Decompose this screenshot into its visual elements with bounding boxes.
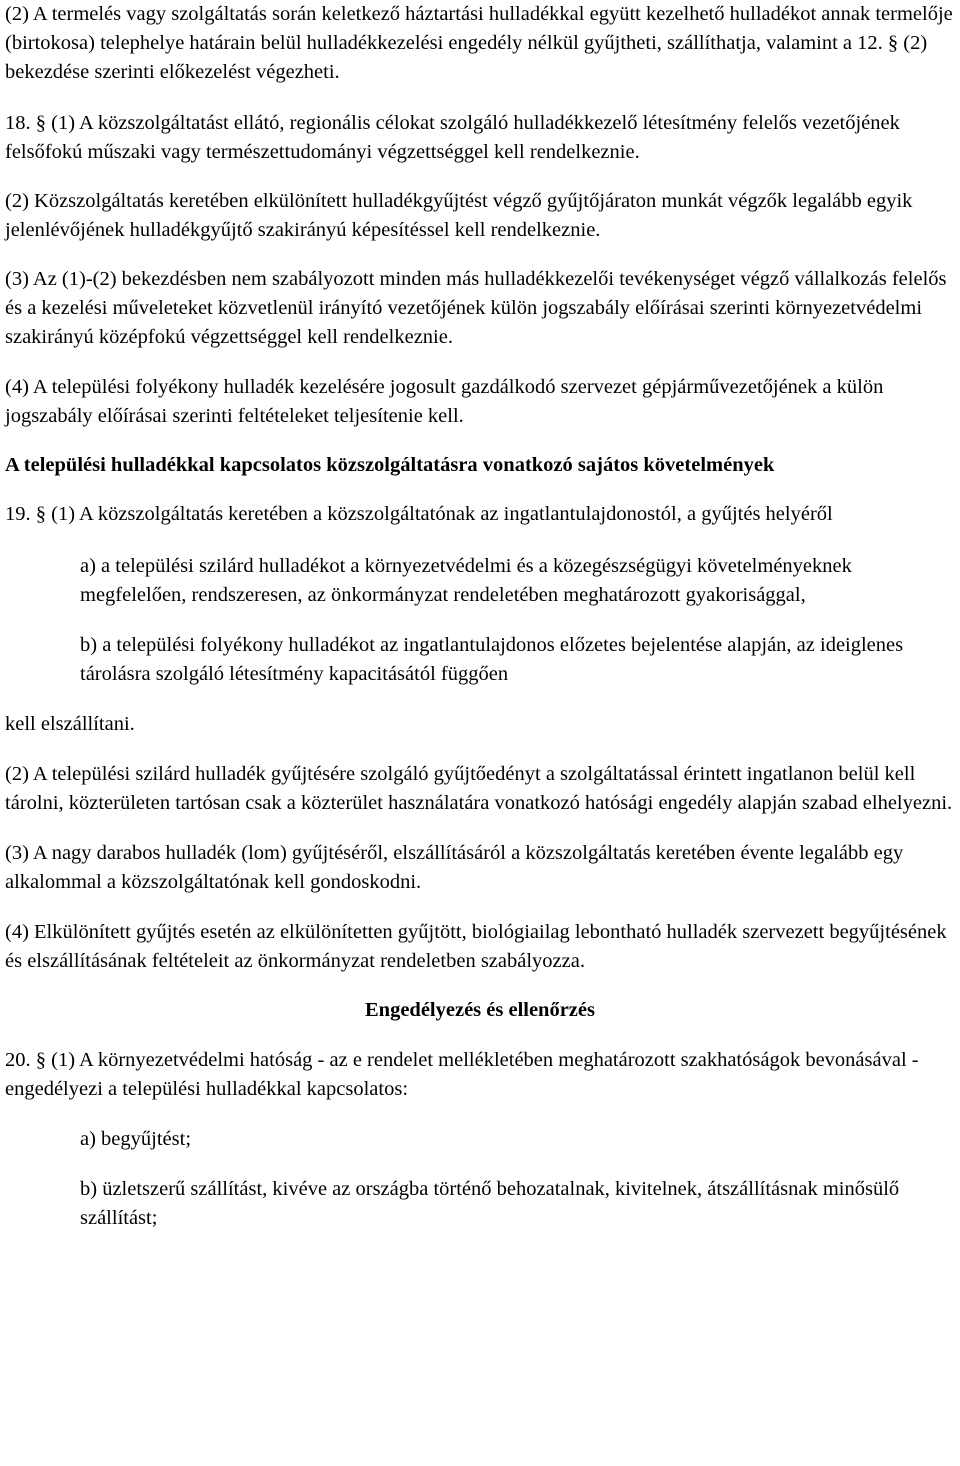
- paragraph-18-2: (2) Közszolgáltatás keretében elkülönített hulladékgyűjtést végző gyűjtőjáraton munkát végzők legalább egyik jelenlévőjének hulladékgyűjtő szakirányú képesítéssel kell rendelkeznie.: [5, 190, 913, 241]
- paragraph-20-1-b: b) üzletszerű szállítást, kivéve az országba történő behozatalnak, kivitelnek, átszállításnak minősülő szállítást;: [80, 1178, 900, 1229]
- section-heading-permits: Engedélyezés és ellenőrzés: [365, 999, 595, 1021]
- document-page: [5, 0, 955, 1233]
- section-heading-requirements: A települési hulladékkal kapcsolatos közszolgáltatásra vonatkozó sajátos követelmények: [5, 454, 775, 476]
- paragraph-18-1: 18. § (1) A közszolgáltatást ellátó, regionális célokat szolgáló hulladékkezelő létesítmény felelős vezetőjének felsőfokú műszaki vagy természettudományi végzettséggel kell rendelkeznie.: [5, 112, 900, 163]
- paragraph-18-4: (4) A települési folyékony hulladék kezelésére jogosult gazdálkodó szervezet gépjárművezetőjének a külön jogszabály előírásai szerinti feltételeket teljesítenie kell.: [5, 376, 884, 427]
- paragraph-20-1-a: a) begyűjtést;: [80, 1128, 192, 1150]
- paragraph-19-3: (3) A nagy darabos hulladék (lom) gyűjtéséről, elszállításáról a közszolgáltatás keretében évente legalább egy alkalommal a közszolgáltatónak kell gondoskodni.: [5, 842, 904, 893]
- paragraph-19-4: (4) Elkülönített gyűjtés esetén az elkülönítetten gyűjtött, biológiailag lebontható hulladék szervezett begyűjtésének és elszállításának feltételeit az önkormányzat rendeletben szabályozza.: [5, 921, 947, 972]
- paragraph-19-1-end: kell elszállítani.: [5, 713, 135, 735]
- paragraph-20-1: 20. § (1) A környezetvédelmi hatóság - az e rendelet mellékletében meghatározott szakhatóságok bevonásával - engedélyezi a települési hulladékkal kapcsolatos:: [5, 1049, 919, 1100]
- paragraph-19-1-a: a) a települési szilárd hulladékot a környezetvédelmi és a közegészségügyi követelményeknek megfelelően, rendszeresen, az önkormányzat rendeletében meghatározott gyakorisággal,: [80, 555, 852, 606]
- paragraph-19-2: (2) A települési szilárd hulladék gyűjtésére szolgáló gyűjtőedényt a szolgáltatással érintett ingatlanon belül kell tárolni, közterületen tartósan csak a közterület használatára vonatkozó hatósági engedély alapján szabad elhelyezni.: [5, 763, 953, 814]
- paragraph-17-2: (2) A termelés vagy szolgáltatás során keletkező háztartási hulladékkal együtt kezelhető hulladékot annak termelője (birtokosa) telephelye határain belül hulladékkezelési engedély nélkül gyűjtheti, szállíthatja, valamint a 12. § (2) bekezdése szerinti előkezelést végezheti.: [5, 3, 953, 83]
- paragraph-18-3: (3) Az (1)-(2) bekezdésben nem szabályozott minden más hulladékkezelői tevékenységet végző vállalkozás felelős és a kezelési műveleteket közvetlenül irányító vezetőjének külön jogszabály előírásai szerinti környezetvédelmi szakirányú középfokú végzettséggel kell rendelkeznie.: [5, 268, 947, 348]
- paragraph-19-1-b: b) a települési folyékony hulladékot az ingatlantulajdonos előzetes bejelentése alapján, az ideiglenes tárolásra szolgáló létesítmény kapacitásától függően: [80, 634, 904, 685]
- paragraph-19-1: 19. § (1) A közszolgáltatás keretében a közszolgáltatónak az ingatlantulajdonostól, a gyűjtés helyéről: [5, 503, 833, 525]
